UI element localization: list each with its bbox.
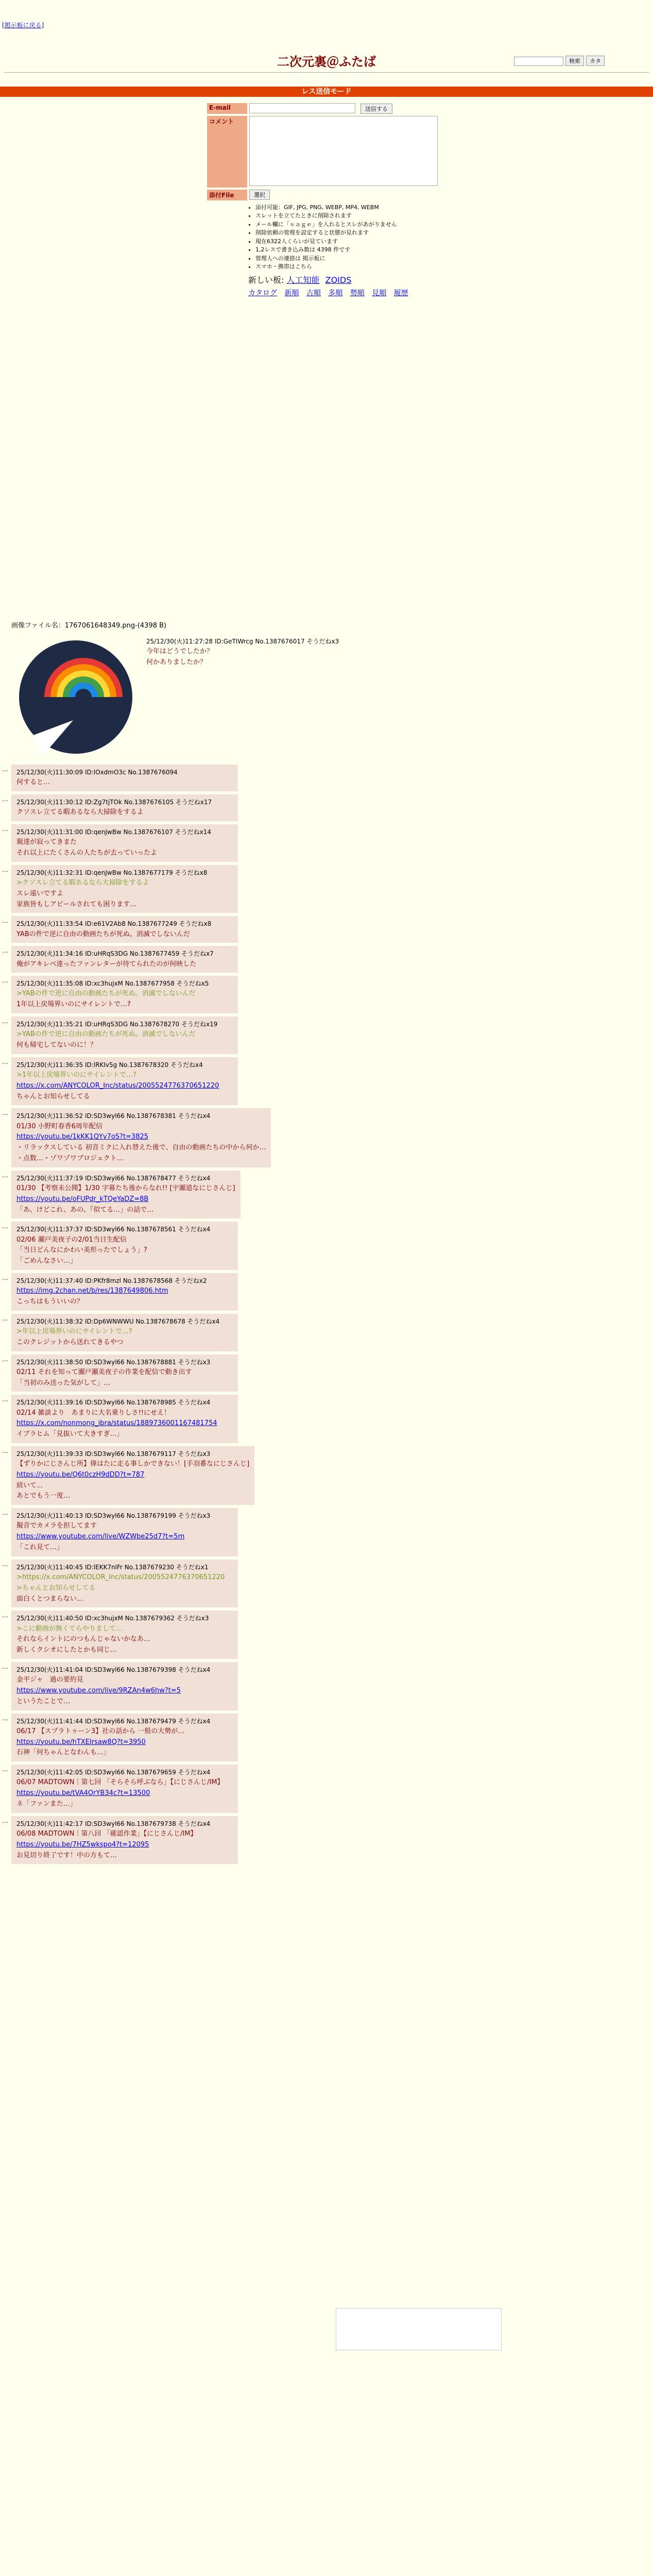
reply-header: 25/12/30(火)11:37:19 ID:SD3wyl66 No.1387678477 そうだねx4 — [16, 1174, 211, 1182]
reply-link[interactable]: https://www.youtube.com/live/9RZAn4w6hw?t=5 — [16, 1686, 181, 1694]
title-divider — [4, 72, 649, 73]
reply-line: ネ「ファンまた…」 — [16, 1800, 77, 1808]
reply-box — [11, 1273, 238, 1311]
reply-header: 25/12/30(火)11:30:12 ID:Zg7tjTOk No.1387676105 そうだねx17 — [16, 798, 212, 806]
reply-line: 家族皆もしアピールされても困ります… — [16, 900, 137, 908]
reply-line: 02/11 それを知って瀬戸瀬美夜子の作業を配信で動き出す — [16, 1368, 192, 1376]
reply-post — [2, 824, 609, 862]
reply-post — [2, 865, 609, 913]
reply-header: 25/12/30(火)11:42:17 ID:SD3wyl66 No.1387679738 そうだねx4 — [16, 1820, 211, 1827]
reply-line: 石神「何ちゃんとなわんも...」 — [16, 1749, 110, 1757]
reply-line: 「当初のみ送った気がして」… — [16, 1379, 111, 1387]
rule-item: • メール欄に「ｓａｇｅ」を入れるとスレがあがりません — [255, 221, 465, 229]
thread — [2, 620, 609, 1867]
reply-box — [11, 1662, 238, 1710]
op-thumbnail[interactable] — [11, 633, 140, 761]
reply-header: 25/12/30(火)11:37:40 ID:PKfr8mzl No.1387678568 そうだねx2 — [16, 1277, 207, 1284]
reply-body — [16, 807, 233, 818]
reply-line: イブラヒム「見抜いて大きすぎ…」 — [16, 1430, 124, 1438]
reply-mode-bar: レス送信モード — [0, 87, 653, 97]
reply-marker: … — [2, 977, 8, 985]
reply-header: 25/12/30(火)11:36:52 ID:SD3wyl66 No.1387678381 そうだねx4 — [16, 1112, 211, 1120]
reply-marker: … — [2, 1396, 8, 1403]
reply-line: 「当日どんなにかわい美形ったでしょう」? — [16, 1246, 147, 1255]
reply-line: 06/17 【スプラトゥーン3】社の話から 一般の大勢が… — [16, 1727, 185, 1735]
reply-marker: … — [2, 825, 8, 833]
reply-line: ・リラックスしている 初音ミクに入れ替えた後で、自由の動画たちの中から何か… — [16, 1144, 266, 1152]
reply-post — [2, 1816, 609, 1865]
reply-marker: … — [2, 1314, 8, 1322]
reply-marker: … — [2, 1560, 8, 1568]
reply-header: 25/12/30(火)11:38:32 ID:Dp6WNWWU No.1387678678 そうだねx4 — [16, 1317, 220, 1325]
reply-post — [2, 1057, 609, 1106]
reply-box — [11, 1108, 271, 1167]
reply-line: 金平ジャ 過の要約見 — [16, 1676, 83, 1684]
quote-line: >1年以上戻場界いのにサイレントで…? — [16, 1071, 136, 1079]
nav-catalog[interactable]: カタログ — [248, 289, 277, 297]
reply-header: 25/12/30(火)11:42:05 ID:SD3wyl66 No.1387679659 そうだねx4 — [16, 1769, 211, 1776]
reply-link[interactable]: https://www.youtube.com/live/WZWbe25d7?t=5m — [16, 1533, 185, 1541]
op-meta: 25/12/30(火)11:27:28 ID:GeTIWrcg No.1387676017 そうだねx3 — [146, 638, 339, 645]
reply-box — [11, 1765, 238, 1813]
reply-list — [2, 765, 609, 1864]
reply-line: 02/14 雑談より あまりに大名乗りしさ!!にせえ！ — [16, 1409, 171, 1417]
quote-line: >https://x.com/ANYCOLOR_Inc/status/2005524776370651220 — [16, 1573, 225, 1582]
quote-line: >クソスレ立てる暇あるなら大掃除をするよ — [16, 878, 149, 887]
comment-textarea[interactable] — [249, 116, 438, 186]
reply-header: 25/12/30(火)11:39:33 ID:SD3wyl66 No.1387679117 そうだねx3 — [16, 1450, 211, 1458]
reply-link[interactable]: https://x.com/nonmong_ibra/status/1889736001167481754 — [16, 1419, 217, 1428]
reply-post — [2, 1765, 609, 1813]
reply-body — [16, 1183, 235, 1215]
reply-line: 01/30 小野町春香6周年配信 — [16, 1122, 102, 1130]
reply-body — [16, 1777, 233, 1809]
reply-line: 擬音でカメラを担してます — [16, 1522, 97, 1530]
reply-marker: … — [2, 917, 8, 925]
reply-post — [2, 1611, 609, 1659]
search-button[interactable]: 検索 — [565, 56, 584, 66]
reply-body — [16, 1327, 233, 1348]
reply-box — [11, 794, 238, 821]
email-label: E-mail — [207, 103, 247, 114]
nav-viewed[interactable]: 見順 — [372, 289, 387, 297]
reply-header: 25/12/30(火)11:35:21 ID:uHRqS3DG No.1387678270 そうだねx19 — [16, 1021, 218, 1028]
new-board-link[interactable]: 人工知能 — [286, 275, 320, 285]
reply-box — [11, 1016, 238, 1054]
reply-line: 【ずりかにじさんじ所】偉はたに走る事しかできない！[手羽番なにじさんじ] — [16, 1460, 250, 1468]
reply-link[interactable]: https://youtu.be/oFUPdr_kTQeYaDZ=8B — [16, 1195, 149, 1203]
reply-header: 25/12/30(火)11:39:16 ID:SD3wyl66 No.1387678985 そうだねx4 — [16, 1399, 211, 1406]
reply-post — [2, 1314, 609, 1351]
reply-line: ・点数…・ゾワゾワプロジェクト… — [16, 1155, 124, 1163]
reply-body — [16, 989, 233, 1010]
op-line: 今年はどうでしたか？ — [146, 648, 214, 656]
reply-body — [16, 1286, 233, 1308]
reply-line: 06/07 MADTOWN｜第七回 「そらそら呼ぶなら」【にじさんじ/IM】 — [16, 1778, 224, 1787]
reply-marker: … — [2, 1018, 8, 1025]
reply-header: 25/12/30(火)11:33:54 ID:e61V2Ab8 No.1387677249 そうだねx8 — [16, 920, 212, 928]
new-board-link[interactable]: ZOIDS — [325, 275, 352, 285]
op-line: 何かありましたか？ — [146, 658, 207, 666]
reply-header: 25/12/30(火)11:35:08 ID:xc3hujxM No.1387677958 そうだねx5 — [16, 980, 209, 988]
reply-link[interactable]: https://x.com/ANYCOLOR_Inc/status/2005524776370651220 — [16, 1081, 219, 1090]
reply-marker: … — [2, 1663, 8, 1670]
reply-post — [2, 1273, 609, 1311]
reply-post — [2, 976, 609, 1013]
rule-item: • スレットを立てたときに削除されます — [255, 212, 465, 221]
quote-line: >YABの件で逆に自由の動画たちが死ぬ。消滅でしないんだ — [16, 990, 196, 998]
reply-post — [2, 1508, 609, 1556]
reply-body — [16, 1624, 233, 1656]
reply-post — [2, 765, 609, 791]
quote-line: >こに動画が無くてらやりまして… — [16, 1624, 123, 1633]
reply-post — [2, 1662, 609, 1710]
reply-post — [2, 1714, 609, 1762]
reply-link[interactable]: https://youtu.be/1kKK1QYv7oS?t=3825 — [16, 1133, 149, 1141]
reply-marker: … — [2, 1223, 8, 1230]
file-row — [207, 190, 465, 200]
reply-line: 02/06 瀬戸美夜子の2/01当日生配信 — [16, 1235, 127, 1244]
reply-line: 新しくクシオにしたとかも同じ… — [16, 1646, 117, 1654]
popup-preview-box — [336, 2308, 502, 2350]
reply-line: YABの件で逆に自由の動画たちが死ぬ。消滅でしないんだ — [16, 930, 190, 938]
reply-post — [2, 1560, 609, 1608]
reply-line: 続いて... — [16, 1481, 43, 1489]
rainbow-logo-image — [11, 633, 140, 761]
new-boards-label: 新しい板: — [248, 275, 284, 285]
email-row — [207, 103, 465, 114]
reply-marker: … — [2, 1509, 8, 1517]
reply-post — [2, 916, 609, 943]
reply-header: 25/12/30(火)11:30:09 ID:lOxdmO3c No.1387676094 — [16, 769, 178, 776]
quote-line: >YABの件で逆に自由の動画たちが死ぬ。消滅でしないんだ — [16, 1030, 196, 1039]
comment-row — [207, 116, 465, 188]
reply-post — [2, 1395, 609, 1443]
op-file-info: 画像ファイル名：1767061648349.png-(4398 B) — [11, 622, 167, 630]
reply-post — [2, 1171, 609, 1219]
quote-line: >ちゃんとお知らせしてる — [16, 1584, 96, 1592]
submit-button[interactable]: 送信する — [360, 104, 392, 114]
reply-line: 「あ、けどこれ、あの、『似てる…」の話で… — [16, 1206, 154, 1214]
reply-post — [2, 1446, 609, 1505]
reply-line: 何すると… — [16, 778, 50, 787]
reply-header: 25/12/30(火)11:40:50 ID:xc3hujxM No.1387679362 そうだねx3 — [16, 1615, 209, 1622]
reply-marker: … — [2, 1447, 8, 1454]
reply-box — [11, 1816, 238, 1865]
file-select-button[interactable]: 選択 — [249, 190, 270, 200]
reply-line: というたことで… — [16, 1697, 71, 1705]
reply-post — [2, 946, 609, 973]
reply-box — [11, 865, 238, 913]
file-label: 添付File — [207, 190, 247, 200]
reply-link[interactable]: https://img.2chan.net/b/res/1387649806.htm — [16, 1287, 168, 1295]
posting-rules — [248, 204, 465, 272]
reply-line: それ以上にたくさんの人たちが去っていったよ — [16, 849, 158, 857]
nav-most[interactable]: 多順 — [328, 289, 343, 297]
reply-header: 25/12/30(火)11:32:31 ID:qenJwBw No.1387677179 そうだねx8 — [16, 869, 208, 876]
reply-line: 1年以上戻場界いのにサイレントで…? — [16, 1001, 131, 1009]
reply-marker: … — [2, 795, 8, 803]
reply-body — [16, 1459, 249, 1502]
reply-box — [11, 1714, 238, 1762]
reply-post — [2, 1222, 609, 1270]
reply-line: 何も帰宅してないのに！？ — [16, 1041, 97, 1049]
reply-box — [11, 916, 238, 943]
reply-line: 06/08 MADTOWN｜第八回 「確認作業」【にじさんじ/IM】 — [16, 1829, 197, 1838]
reply-link[interactable]: https://youtu.be/hTXEIrsaw8Q?t=3950 — [16, 1738, 146, 1746]
reply-line: 「これ見て…」 — [16, 1544, 64, 1552]
reply-header: 25/12/30(火)11:41:04 ID:SD3wyl66 No.1387679398 そうだねx4 — [16, 1666, 211, 1673]
reply-body — [16, 929, 233, 940]
reply-marker: … — [2, 947, 8, 955]
reply-body — [16, 1829, 233, 1861]
reply-line: 「ごめんなさい…」 — [16, 1257, 77, 1265]
nav-history[interactable]: 履歴 — [393, 289, 408, 297]
reply-body — [16, 1235, 233, 1267]
reply-body — [16, 1070, 233, 1102]
reply-box — [11, 1057, 238, 1106]
reply-body — [16, 878, 233, 910]
reply-form — [207, 103, 465, 298]
reply-box — [11, 1395, 238, 1443]
rule-item: • 現在6322人くらいが見ています — [255, 238, 465, 246]
reply-line: スレ遠いですよ — [16, 889, 64, 897]
new-boards — [248, 274, 465, 285]
reply-line: あとでもう一度… — [16, 1492, 71, 1500]
reply-body — [16, 1521, 233, 1553]
sort-nav — [248, 287, 465, 298]
reply-link[interactable]: https://youtu.be/Q6t0czH9dDD?t=787 — [16, 1470, 145, 1479]
reply-marker: … — [2, 1817, 8, 1824]
rule-item: • 添付可能：GIF, JPG, PNG, WEBP, MP4, WEBM — [255, 204, 465, 212]
reply-header: 25/12/30(火)11:41:44 ID:SD3wyl66 No.1387679479 そうだねx4 — [16, 1717, 211, 1725]
board-title: 二次元裏＠ふたば — [277, 54, 376, 69]
reply-line: クソスレ立てる暇あるなら大掃除をするよ — [16, 808, 144, 817]
reply-body — [16, 1408, 233, 1440]
reply-marker: … — [2, 1274, 8, 1281]
reply-header: 25/12/30(火)11:36:35 ID:lRKIv5g No.1387678320 そうだねx4 — [16, 1061, 203, 1069]
email-field[interactable] — [249, 103, 355, 113]
reply-box — [11, 1560, 238, 1608]
reply-box — [11, 765, 238, 791]
reply-header: 25/12/30(火)11:34:16 ID:uHRqS3DG No.1387677459 そうだねx7 — [16, 950, 214, 958]
reply-post — [2, 1354, 609, 1392]
rule-item: • 管理人への連絡は 掲示板に — [255, 255, 465, 263]
reply-line: 01/30 【考察未公開】1/30 字幕たち後からなれ!! [宇瀬道なにじさんじ] — [16, 1184, 235, 1192]
rule-item: • 1,2レスで書き込み数は 4398 件です — [255, 246, 465, 255]
nav-newest[interactable]: 新順 — [284, 289, 299, 297]
reply-post — [2, 794, 609, 821]
reply-marker: … — [2, 766, 8, 773]
reply-box — [11, 824, 238, 862]
reply-box — [11, 976, 238, 1013]
reply-line: こっちはもういいの？ — [16, 1297, 83, 1306]
reply-marker: … — [2, 1766, 8, 1773]
reply-box — [11, 1354, 238, 1392]
reply-header: 25/12/30(火)11:40:13 ID:SD3wyl66 No.1387679199 そうだねx3 — [16, 1512, 211, 1520]
return-to-board-link[interactable]: [掲示板に戻る] — [2, 22, 44, 29]
reply-header: 25/12/30(火)11:37:37 ID:SD3wyl66 No.1387678561 そうだねx4 — [16, 1226, 211, 1233]
reply-marker: … — [2, 1355, 8, 1363]
reply-marker: … — [2, 866, 8, 873]
reply-marker: … — [2, 1109, 8, 1117]
reply-marker: … — [2, 1058, 8, 1065]
reply-box — [11, 1222, 238, 1270]
reply-body — [16, 1367, 233, 1389]
reply-body — [16, 1726, 233, 1758]
reply-body — [16, 1122, 266, 1164]
reply-line: 俺がアキレベ達ったファンレターが待てられたのが何映した — [16, 960, 197, 968]
reply-header: 25/12/30(火)11:31:00 ID:qenJwBw No.1387676107 そうだねx14 — [16, 828, 212, 836]
reply-marker: … — [2, 1612, 8, 1619]
quote-line: >年以上戻場界いのにサイレントで…? — [16, 1327, 132, 1335]
rule-item: • スマホ・携帯はこちら — [255, 263, 465, 272]
reply-box — [11, 1446, 254, 1505]
nav-momentum[interactable]: 勢順 — [350, 289, 365, 297]
reply-box — [11, 1314, 238, 1351]
reply-line: それならイントにのつもんじゃないかなあ… — [16, 1635, 151, 1643]
reply-marker: … — [2, 1171, 8, 1179]
reply-line: このクレジットから送れてきるやつ — [16, 1338, 124, 1346]
reply-body — [16, 1572, 233, 1604]
comment-label: コメント — [207, 116, 247, 188]
reply-body — [16, 837, 233, 859]
reply-header: 25/12/30(火)11:40:45 ID:lEKK7nlFr No.1387679230 そうだねx1 — [16, 1563, 209, 1571]
reply-post — [2, 1016, 609, 1054]
reply-box — [11, 946, 238, 973]
reply-marker: … — [2, 1714, 8, 1722]
reply-body — [16, 1675, 233, 1707]
reply-box — [11, 1508, 238, 1556]
reply-link[interactable]: https://youtu.be/7HZ5wkspo4?t=12095 — [16, 1840, 149, 1849]
catalog-search-button[interactable]: カタ — [586, 56, 605, 66]
reply-box — [11, 1611, 238, 1659]
reply-body — [16, 777, 233, 788]
reply-line: 親達が寂ってきまた — [16, 838, 77, 846]
nav-oldest[interactable]: 古順 — [306, 289, 321, 297]
reply-line: ちゃんとお知らせしてる — [16, 1092, 90, 1100]
reply-body — [16, 1029, 233, 1051]
rule-item: • 削除依頼の管理を設定すると状態が見れます — [255, 229, 465, 238]
reply-line: 面白くとつまらない… — [16, 1595, 83, 1603]
reply-post — [2, 1108, 609, 1167]
reply-header: 25/12/30(火)11:38:50 ID:SD3wyl66 No.1387678881 そうだねx3 — [16, 1358, 211, 1366]
reply-link[interactable]: https://youtu.be/tVA4OrYB34c?t=13500 — [16, 1789, 150, 1798]
reply-line: お見切り終了です！中の方もて… — [16, 1851, 117, 1859]
reply-box — [11, 1171, 240, 1219]
reply-body — [16, 959, 233, 970]
